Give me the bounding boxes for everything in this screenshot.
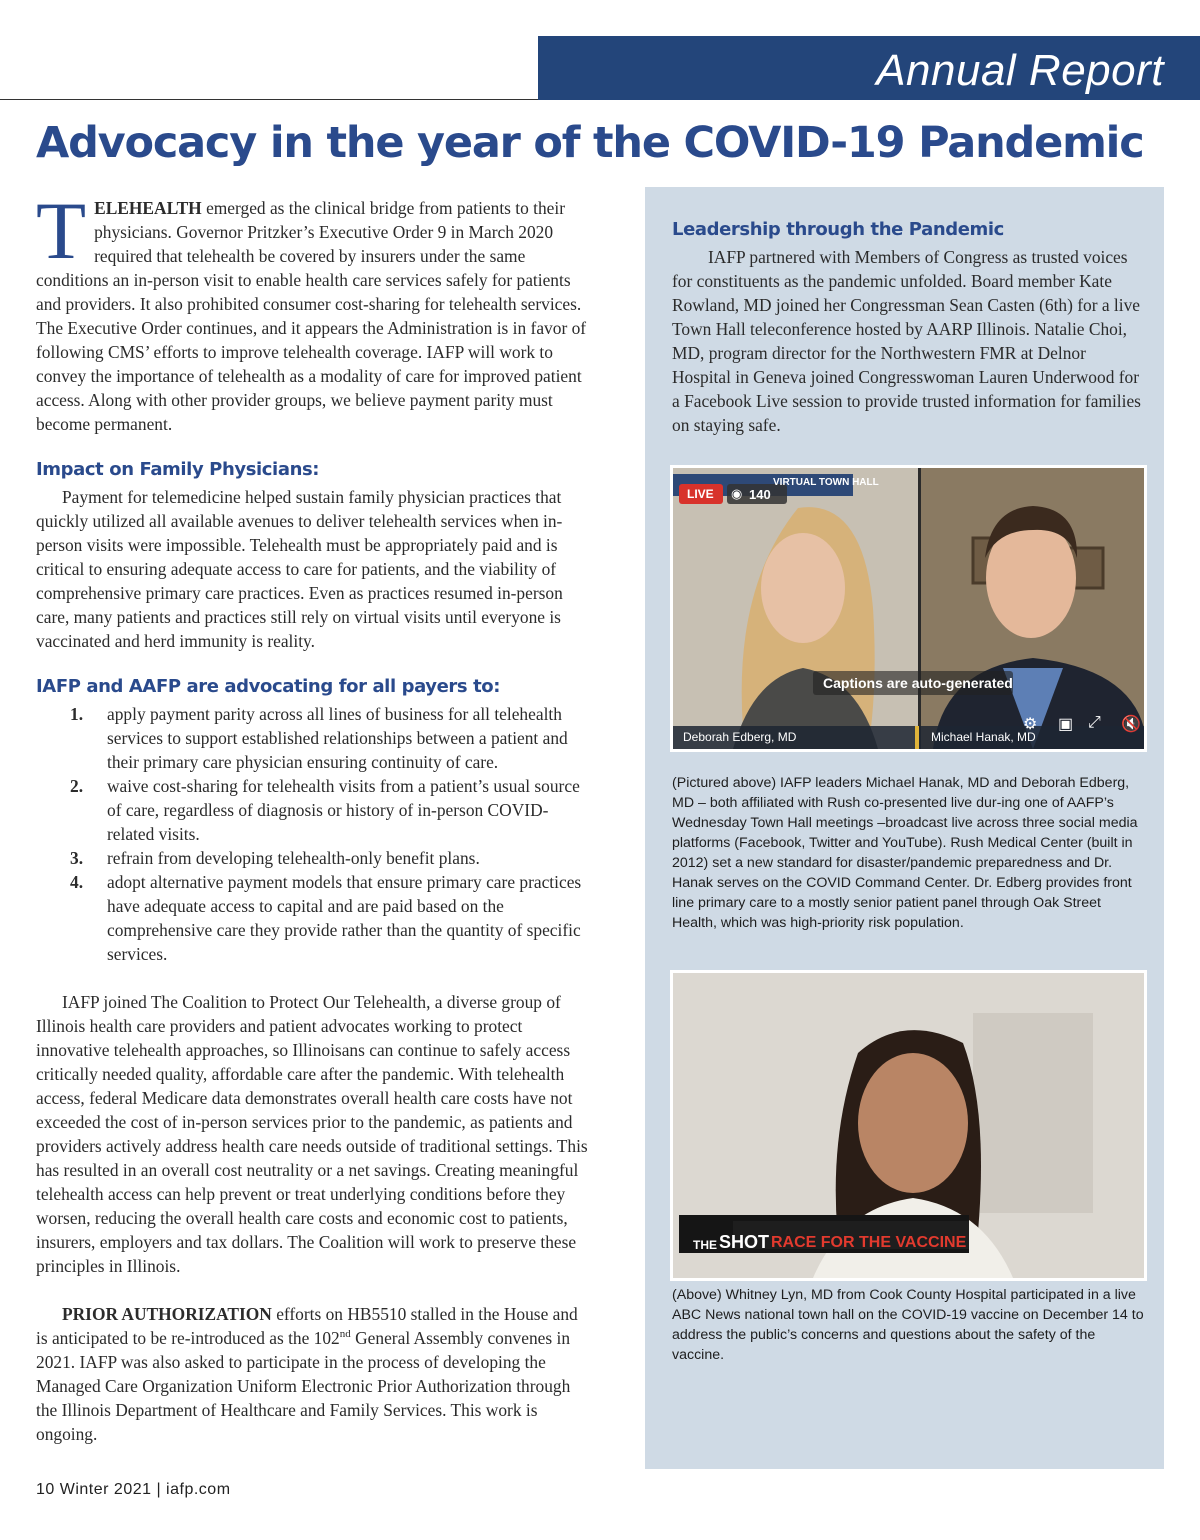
list-text: refrain from developing telehealth-only benefit plans.: [107, 848, 480, 868]
fullscreen-icon[interactable]: ⤢: [1088, 714, 1101, 731]
list-number: 2.: [70, 776, 84, 796]
prior-auth-paragraph: [36, 1302, 588, 1446]
list-item: [36, 846, 588, 870]
chyron-the: THE: [693, 1238, 717, 1252]
captions-notice: Captions are auto-generated: [823, 675, 1013, 691]
speaker-name-right: Michael Hanak, MD: [931, 730, 1036, 744]
list-item: [36, 774, 588, 846]
list-number: 4.: [70, 872, 84, 892]
impact-paragraph: Payment for telemedicine helped sustain family physician practices that quickly utilized all available avenues to deliver telehealth services when in-person visits were impossible. Telehealth must be appropriately paid and is critical to ensuring adequate access to care for patients, and the viability of comprehensive primary care practices. Even as practices resumed in-person care, many patients and practices still rely on virtual visits until everyone is vaccinated and herd immunity is reality.: [36, 487, 563, 651]
coalition-paragraph: IAFP joined The Coalition to Protect Our Telehealth, a diverse group of Illinois health care providers and patient advocates working to protect innovative telehealth approaches, so Illinoisans can continue to safely access critically needed quality, affordable care after the pandemic. With telehealth access, federal Medicare data demonstrates overall health care costs have not exceeded the cost of in-person services prior to the pandemic, as patients and providers actively address health care needs outside of traditional settings. This has resulted in an overall cost neutrality or a net savings. Creating meaningful telehealth access can help prevent or treat underlying conditions before they worsen, reducing the overall health care costs and economic cost to patients, insurers, employers and tax dollars. The Coalition will work to preserve these principles in Illinois.: [36, 992, 588, 1276]
banner-title: Annual Report: [876, 46, 1164, 95]
vaccine-town-hall-photo: [670, 970, 1147, 1281]
town-hall-illustration: [673, 468, 1144, 749]
speaker-name-left: Deborah Edberg, MD: [683, 730, 797, 744]
header-banner: [538, 36, 1200, 100]
list-number: 1.: [70, 704, 84, 724]
impact-heading: Impact on Family Physicians:: [36, 459, 320, 480]
pip-icon[interactable]: ▣: [1058, 716, 1074, 733]
ordinal-suffix: nd: [339, 1328, 351, 1341]
header-rule: [0, 99, 538, 100]
gear-icon[interactable]: ⚙: [1023, 716, 1038, 733]
list-number: 3.: [70, 848, 84, 868]
photo-caption-1: (Pictured above) IAFP leaders Michael Hanak, MD and Deborah Edberg, MD – both affiliated with Rush co-presented live dur-ing one of AAFP’s Wednesday Town Hall meetings –broadcast live across three social media platforms (Facebook, Twitter and YouTube). Rush Medical Center (built in 2012) set a new standard for disaster/pandemic preparedness and Dr. Hanak serves on the COVID Command Center. Dr. Edberg provides front line primary care to a mostly senior patient panel through Oak Street Health, which was high-priority risk population.: [672, 775, 1138, 931]
sidebar-paragraph: IAFP partnered with Members of Congress as trusted voices for constituents as the pandemic unfolded. Board member Kate Rowland, MD joined her Congressman Sean Casten (6th) for a live Town Hall teleconference hosted by AARP Illinois. Natalie Choi, MD, program director for the Northwestern FMR at Delnor Hospital in Geneva joined Congresswoman Lauren Underwood for a Facebook Live session to provide trusted information for families on staying safe.: [672, 247, 1141, 435]
photo-caption-2: (Above) Whitney Lyn, MD from Cook County Hospital participated in a live ABC News national town hall on the COVID-19 vaccine on December 14 to address the public’s concerns and questions about the safety of the vaccine.: [672, 1287, 1144, 1363]
advocacy-list: [36, 702, 588, 966]
mute-icon[interactable]: 🔇: [1121, 716, 1141, 733]
page-headline: Advocacy in the year of the COVID-19 Pandemic: [36, 118, 1144, 168]
prior-auth-body-2: General Assembly convenes in 2021. IAFP was also asked to participate in the process of developing the Managed Care Organization Uniform Electronic Prior Authorization through the Illinois Department of Healthcare and Family Services. This work is ongoing.: [36, 1328, 571, 1444]
town-hall-banner: VIRTUAL TOWN HALL: [773, 477, 879, 488]
page-footer: 10 Winter 2021 | iafp.com: [36, 1481, 231, 1498]
list-item: [36, 702, 588, 774]
drop-cap: T: [36, 185, 87, 276]
prior-auth-body-1: efforts on HB5510 stalled in the House and is anticipated to be re-introduced as the 102: [36, 1304, 578, 1348]
list-text: adopt alternative payment models that ensure primary care practices have adequate access to capital and are paid based on the comprehensive care they provide rather than the quantity of specific services.: [107, 872, 582, 964]
telehealth-body: emerged as the clinical bridge from patients to their physicians. Governor Pritzker’s Executive Order 9 in March 2020 required that telehealth be covered by insurers under the same conditions an in-person visit to enable health care services safely for patients and providers. It also prohibited consumer cost-sharing for telehealth services. The Executive Order continues, and it appears the Administration is in favor of following CMS’ efforts to improve telehealth coverage. IAFP will work to convey the importance of telehealth as a modality of care for improved patient access. Along with other provider groups, we believe payment parity must become permanent.: [36, 198, 587, 434]
chyron-shot: SHOT: [719, 1232, 770, 1252]
viewer-count: 140: [749, 487, 771, 502]
list-text: apply payment parity across all lines of business for all telehealth services to support established relationships between a patient and their primary care physician ensuring continuity of care.: [107, 704, 568, 772]
town-hall-photo: [670, 465, 1147, 752]
list-item: [36, 870, 588, 966]
prior-auth-lead: PRIOR AUTHORIZATION: [62, 1304, 272, 1324]
telehealth-paragraph: [36, 185, 588, 436]
chyron-title: RACE FOR THE VACCINE: [771, 1234, 967, 1251]
eye-icon: ◉: [731, 486, 743, 501]
list-text: waive cost-sharing for telehealth visits from a patient’s usual source of care, regardless of diagnosis or history of in-person COVID-related visits.: [107, 776, 580, 844]
live-badge: LIVE: [687, 487, 714, 501]
telehealth-lead: ELEHEALTH: [94, 198, 202, 218]
main-column: [36, 185, 588, 1446]
sidebar-heading: Leadership through the Pandemic: [672, 219, 1004, 240]
advocacy-heading: IAFP and AAFP are advocating for all payers to:: [36, 676, 501, 697]
